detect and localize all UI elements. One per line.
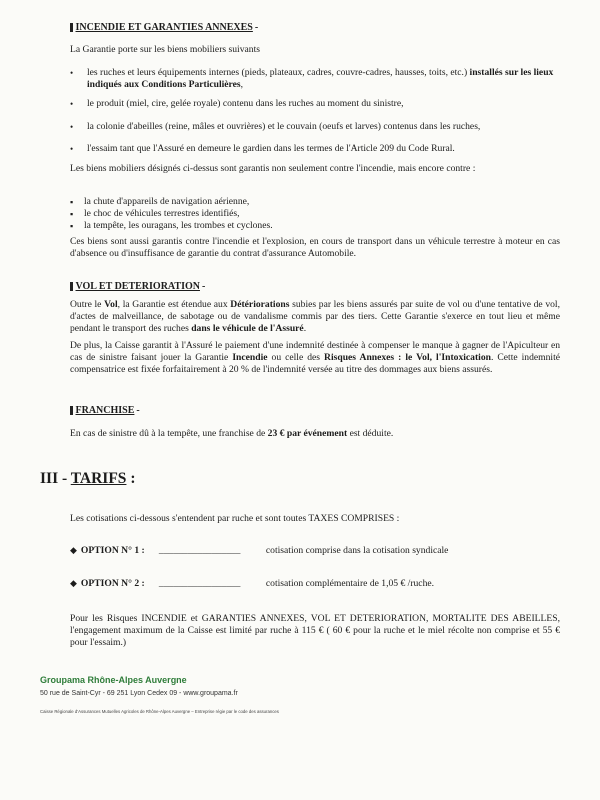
diamond-icon: ◆	[70, 578, 77, 588]
list-item-text: la chute d'appareils de navigation aérienne,	[84, 196, 250, 207]
franchise-text: En cas de sinistre dû à la tempête, une franchise de 23 € par événement est déduite.	[70, 428, 394, 439]
list-item	[70, 67, 560, 91]
list-item-text: la tempête, les ouragans, les trombes et cyclones.	[84, 220, 273, 231]
tarifs-final-paragraph: Pour les Risques INCENDIE et GARANTIES ANNEXES, VOL ET DETERIORATION, MORTALITE DES ABEILLES, l'engagement maximum de la Caisse est limité par ruche à 115 € ( 60 € pour la ruche et le miel récolte non comprise et 55 € pour l'essaim.)	[70, 613, 560, 648]
section-title: VOL ET DETERIORATION	[75, 281, 200, 292]
footer-address: 50 rue de Saint-Cyr - 69 251 Lyon Cedex 09 - www.groupama.fr	[40, 690, 238, 697]
option-label: OPTION N° 2 :	[80, 578, 145, 589]
option-row-1	[70, 545, 448, 556]
section-heading-franchise	[70, 405, 140, 416]
section-title: FRANCHISE	[75, 405, 135, 416]
small-bullet-icon: ▪	[70, 197, 74, 207]
bullet-icon: •	[70, 68, 74, 78]
list-item-text: le produit (miel, cire, gelée royale) contenu dans les ruches au moment du sinistre,	[87, 98, 404, 109]
section-heading-incendie	[70, 22, 258, 33]
option-blank: _________________	[158, 545, 241, 556]
list-item	[70, 121, 560, 133]
section-title-suffix: -	[136, 405, 140, 416]
bullet-icon: •	[70, 122, 74, 132]
section-marker-icon	[70, 23, 73, 32]
list-item	[70, 196, 490, 208]
tarifs-numeral: III -	[40, 470, 71, 487]
bullet-icon: •	[70, 144, 74, 154]
list-item	[70, 98, 560, 110]
list-item	[70, 208, 490, 220]
tarifs-colon: :	[126, 470, 136, 487]
section-heading-vol	[70, 281, 205, 292]
option-desc: cotisation complémentaire de 1,05 € /ruche.	[265, 578, 435, 589]
tarifs-intro: Les cotisations ci-dessous s'entendent par ruche et sont toutes TAXES COMPRISES :	[70, 513, 400, 524]
small-bullet-icon: ▪	[70, 209, 74, 219]
list-item-text: la colonie d'abeilles (reine, mâles et ouvrières) et le couvain (oeufs et larves) contenus dans les ruches,	[87, 121, 481, 132]
list-item-text: les ruches et leurs équipements internes (pieds, plateaux, cadres, couvre-cadres, hausses, toits, etc.) installés sur les lieux indiqués aux Conditions Particulières,	[87, 67, 554, 90]
footer-legal: Caisse Régionale d'Assurances Mutuelles Agricoles de Rhône-Alpes Auvergne – Entreprise régie par le code des assurances	[40, 709, 279, 714]
list-item	[70, 220, 490, 232]
section-title-suffix: -	[254, 22, 259, 33]
section-marker-icon	[70, 406, 73, 415]
section-title: INCENDIE ET GARANTIES ANNEXES	[75, 22, 253, 33]
vol-paragraph-2: De plus, la Caisse garantit à l'Assuré le paiement d'une indemnité destinée à compenser le manque à gagner de l'Apiculteur en cas de sinistre faisant jouer la Garantie Incendie ou celle des Risques Annexes : le Vol, l'Intoxication. Cette indemnité compensatrice est fixée forfaitairement à 20 % de l'indemnité versée au titre des dommages aux biens assurés.	[70, 340, 560, 375]
section-title-suffix: -	[201, 281, 206, 292]
option-blank: _________________	[158, 578, 241, 589]
small-bullet-icon: ▪	[70, 221, 74, 231]
incendie-paragraph-2: Les biens mobiliers désignés ci-dessus sont garantis non seulement contre l'incendie, mais encore contre :	[70, 163, 476, 174]
option-row-2	[70, 578, 434, 589]
tarifs-title: TARIFS	[70, 470, 127, 487]
incendie-paragraph-3: Ces biens sont aussi garantis contre l'incendie et l'explosion, en cours de transport dans un véhicule terrestre à moteur en cas d'absence ou d'insuffisance de garantie du contrat d'assurance Automobile.	[70, 236, 560, 259]
option-desc: cotisation comprise dans la cotisation syndicale	[265, 545, 449, 556]
option-label: OPTION N° 1 :	[80, 545, 145, 556]
list-item-text: le choc de véhicules terrestres identifiés,	[84, 208, 240, 219]
section-marker-icon	[70, 282, 73, 291]
footer-brand: Groupama Rhône-Alpes Auvergne	[40, 675, 187, 685]
list-item-text: l'essaim tant que l'Assuré en demeure le gardien dans les termes de l'Article 209 du Code Rural.	[87, 143, 455, 154]
tarifs-heading	[40, 470, 135, 488]
vol-paragraph-1: Outre le Vol, la Garantie est étendue aux Détériorations subies par les biens assurés par suite de vol ou d'une tentative de vol, d'actes de malveillance, de sabotage ou de vandalisme commis par des tiers. Cette Garantie s'exerce en tout lieu et même pendant le transport des ruches dans le véhicule de l'Assuré.	[70, 299, 560, 334]
incendie-intro: La Garantie porte sur les biens mobiliers suivants	[70, 44, 260, 55]
bullet-icon: •	[70, 99, 74, 109]
diamond-icon: ◆	[70, 545, 77, 555]
list-item	[70, 143, 560, 155]
risk-list	[70, 196, 490, 232]
